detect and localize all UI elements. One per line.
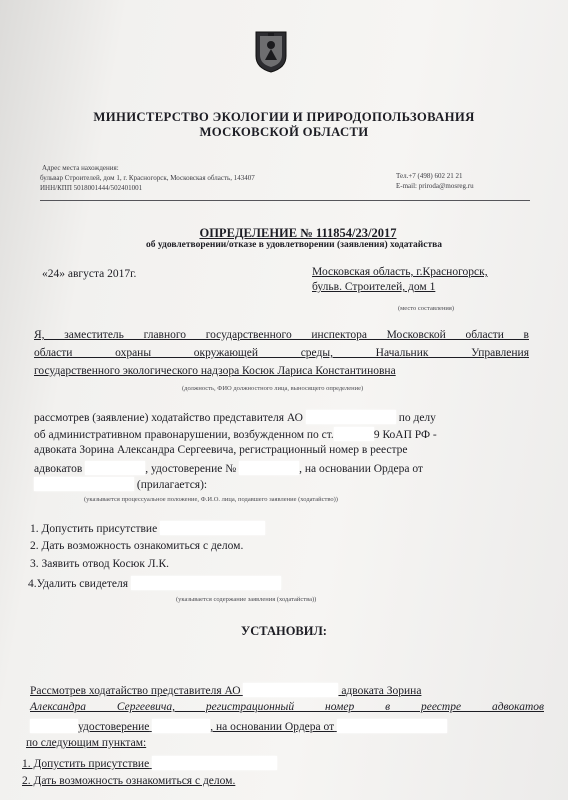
redaction <box>34 477 134 491</box>
redaction <box>337 719 447 733</box>
request-item-2: 2. Дать возможность ознакомиться с делом. <box>30 540 244 552</box>
redaction <box>239 461 299 475</box>
established-item-1: 1. Допустить присутствие <box>22 756 277 770</box>
consider-line2: об административном правонарушении, возбужденном по ст. 9 КоАП РФ - <box>34 429 437 441</box>
place-line2: бульв. Строителей, дом 1 <box>312 281 436 293</box>
redaction <box>160 521 265 535</box>
ministry-name-line2: МОСКОВСКОЙ ОБЛАСТИ <box>199 125 369 139</box>
document-date: «24» августа 2017г. <box>42 268 137 280</box>
established-item-2: 2. Дать возможность ознакомиться с делом. <box>22 775 236 787</box>
place-caption: (место составления) <box>398 305 455 312</box>
official-line1: Я, заместитель главного государственного инспектора Московской области в <box>34 329 529 341</box>
consider-line4: адвокатов , удостоверение № , на основании Ордера от <box>34 463 423 475</box>
consider-line1: рассмотрев (заявление) ходатайство представителя АО по делу <box>34 412 436 424</box>
ministry-name-line1: МИНИСТЕРСТВО ЭКОЛОГИИ И ПРИРОДОПОЛЬЗОВАНИЯ <box>93 110 475 124</box>
established-heading: УСТАНОВИЛ: <box>241 624 327 638</box>
place-line1: Московская область, г.Красногорск, <box>312 266 488 278</box>
header-divider <box>40 200 530 201</box>
inn-line: ИНН/КПП 5018001444/502401001 <box>40 184 143 192</box>
request-item-4: 4.Удалить свидетеля <box>28 576 281 590</box>
address-label: Адрес места нахождения: <box>42 164 119 172</box>
redaction <box>152 756 277 770</box>
request-item-3: 3. Заявить отвод Косюк Л.К. <box>30 558 170 570</box>
redaction <box>131 576 281 590</box>
redaction <box>30 719 78 733</box>
redaction <box>306 410 396 424</box>
official-line2: области охраны окружающей среды, Начальник Управления <box>34 347 529 359</box>
consider-caption: (указывается процессуальное положение, Ф.И.О. лица, подавшего заявление (ходатайство)) <box>84 496 338 503</box>
document-title: ОПРЕДЕЛЕНИЕ № 111854/23/2017 <box>199 226 397 240</box>
redaction <box>243 683 338 697</box>
address-line: бульвар Строителей, дом 1, г. Красногорск, Московская область, 143407 <box>40 174 255 182</box>
redaction <box>334 427 374 441</box>
official-caption: (должность, ФИО должностного лица, выносящего определение) <box>182 385 364 392</box>
email: E-mail: priroda@mosreg.ru <box>396 182 474 190</box>
coat-of-arms-emblem <box>254 30 288 74</box>
established-line4: по следующим пунктам: <box>26 737 147 749</box>
established-line2: Александра Сергеевича, регистрационный номер в реестре адвокатов <box>30 701 544 713</box>
consider-line5: (прилагается): <box>34 477 207 491</box>
established-line3: удостоверение , на основании Ордера от <box>30 719 447 733</box>
request-item-1: 1. Допустить присутствие <box>30 521 265 535</box>
consider-line3: адвоката Зорина Александра Сергеевича, регистрационный номер в реестре <box>34 444 408 456</box>
redaction <box>152 719 210 733</box>
established-line1: Рассмотрев ходатайство представителя АО адвоката Зорина <box>30 685 422 697</box>
phone: Тел.+7 (498) 602 21 21 <box>396 172 463 180</box>
request-caption: (указывается содержание заявления (ходатайства)) <box>176 596 317 603</box>
redaction <box>85 461 145 475</box>
official-line3: государственного экологического надзора Косюк Лариса Константиновна <box>34 365 396 377</box>
document-subtitle: об удовлетворении/отказе в удовлетворении (заявления) ходатайства <box>145 240 443 250</box>
